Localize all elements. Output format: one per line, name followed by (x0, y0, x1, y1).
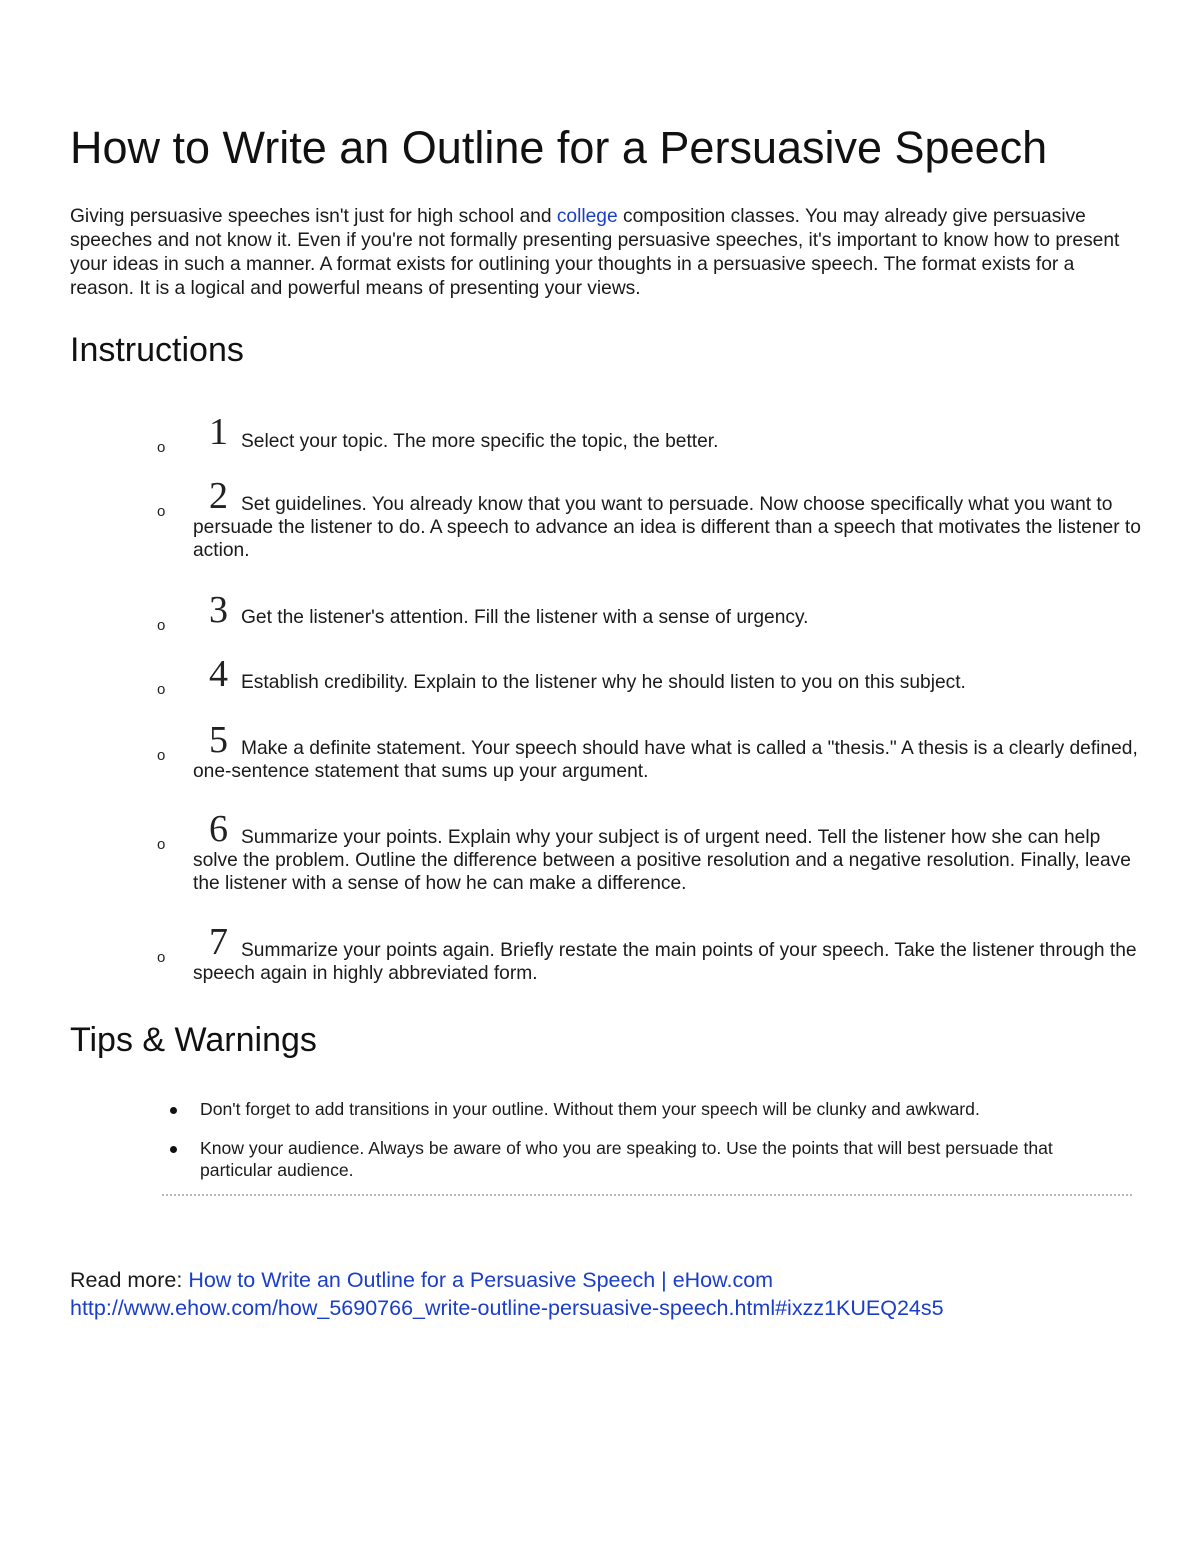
step-text: Select your topic. The more specific the topic, the better. (241, 431, 719, 452)
page-title: How to Write an Outline for a Persuasive Speech (70, 122, 1048, 173)
bullet-dot-icon (170, 1107, 177, 1114)
college-link[interactable]: college (556, 206, 618, 227)
step-text: Summarize your points again. Briefly restate the main points of your speech. Take the listener through the speech again in highly abbreviated form. (193, 940, 1137, 984)
step-number: 5 (209, 719, 228, 761)
step-number: 7 (209, 921, 228, 963)
step-number: 1 (209, 411, 228, 453)
list-bullet: o (157, 747, 166, 764)
bullet-dot-icon (170, 1146, 177, 1153)
step-number: 2 (209, 475, 228, 517)
tip-text: Don't forget to add transitions in your outline. Without them your speech will be clunky and awkward. (200, 1099, 980, 1119)
list-bullet: o (157, 439, 166, 456)
step-text: Establish credibility. Explain to the listener why he should listen to you on this subject. (241, 672, 966, 693)
instructions-heading: Instructions (70, 331, 244, 369)
dotted-divider (162, 1194, 1132, 1196)
step-text: Make a definite statement. Your speech should have what is called a "thesis." A thesis is a clearly defined, one-sentence statement that sums up your argument. (193, 738, 1138, 782)
list-bullet: o (157, 949, 166, 966)
step-number: 4 (209, 653, 228, 695)
step-text: Get the listener's attention. Fill the listener with a sense of urgency. (241, 607, 809, 628)
list-bullet: o (157, 836, 166, 853)
read-more-link[interactable]: How to Write an Outline for a Persuasive Speech | eHow.com (188, 1268, 774, 1292)
read-more (70, 1266, 944, 1322)
read-more-url-link[interactable]: http://www.ehow.com/how_5690766_write-outline-persuasive-speech.html#ixzz1KUEQ24s5 (70, 1296, 944, 1320)
step-number: 3 (209, 589, 228, 631)
tips-heading: Tips & Warnings (70, 1021, 317, 1059)
tip-text: Know your audience. Always be aware of who you are speaking to. Use the points that will best persuade that particular audience. (200, 1138, 1053, 1180)
intro-paragraph (70, 205, 1130, 301)
list-bullet: o (157, 681, 166, 698)
intro-text-start: Giving persuasive speeches isn't just for high school and (70, 206, 557, 227)
list-bullet: o (157, 617, 166, 634)
step-number: 6 (209, 808, 228, 850)
list-bullet: o (157, 503, 166, 520)
intro-text-end: composition classes. You may already give persuasive speeches and not know it. Even if you're not formally presenting persuasive speeches, it's important to know how to present your ideas in such a manner. A format exists for outlining your thoughts in a persuasive speech. The format exists for a reason. It is a logical and powerful means of presenting your views. (70, 206, 1120, 299)
step-text: Set guidelines. You already know that you want to persuade. Now choose specifically what you want to persuade the listener to do. A speech to advance an idea is different than a speech that motivates the listener to action. (193, 494, 1141, 561)
read-more-label: Read more: (70, 1268, 189, 1292)
step-text: Summarize your points. Explain why your subject is of urgent need. Tell the listener how she can help solve the problem. Outline the difference between a positive resolution and a negative resolution. Finally, leave the listener with a sense of how he can make a difference. (193, 827, 1131, 894)
